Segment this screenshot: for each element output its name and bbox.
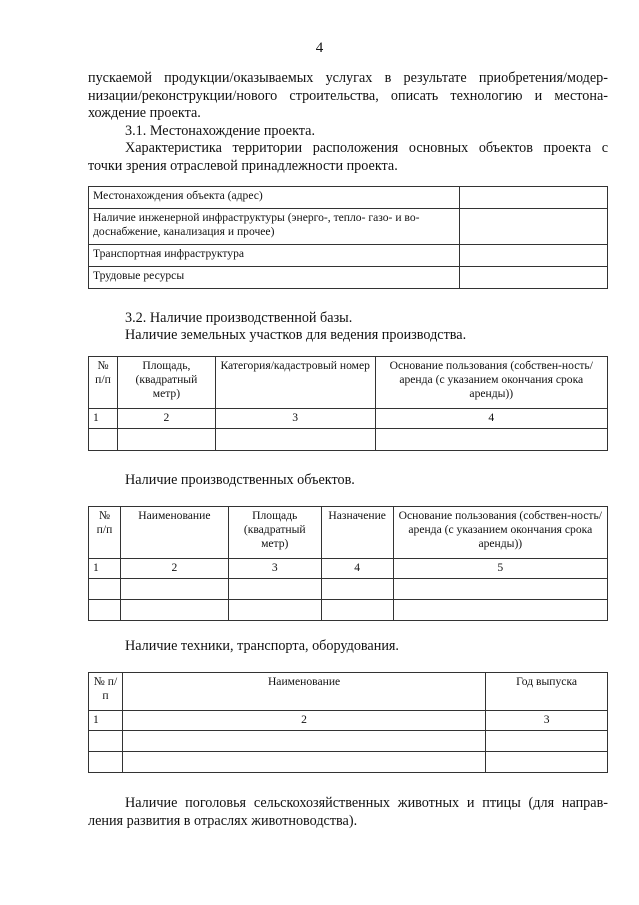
column-header: Наименование	[122, 673, 485, 711]
table-row	[89, 731, 608, 752]
column-header: Площадь (квадратный метр)	[228, 507, 321, 559]
column-number: 3	[215, 409, 375, 429]
table-cell-empty	[393, 600, 607, 621]
column-header: Категория/кадастровый номер	[215, 357, 375, 409]
table-row	[89, 711, 608, 731]
section-3-1-title: 3.1. Местонахождение проекта.	[125, 123, 316, 139]
section-3-2-title: 3.2. Наличие производственной базы.	[125, 310, 353, 326]
equipment-title: Наличие техники, транспорта, оборудования.	[125, 638, 399, 654]
column-header: Основание пользования (собствен-ность/аренда (с указанием окончания срока аренды))	[375, 357, 607, 409]
table-row	[89, 409, 608, 429]
column-number: 3	[228, 559, 321, 579]
table-cell-empty	[460, 209, 608, 245]
land-plots-title: Наличие земельных участков для ведения производства.	[125, 327, 467, 343]
column-number: 4	[321, 559, 393, 579]
table-cell: Транспортная инфраструктура	[89, 245, 460, 267]
livestock-line-2: ления развития в отраслях животноводства).	[88, 812, 358, 829]
table-cell-empty	[89, 429, 118, 451]
table-cell-empty	[120, 579, 228, 600]
table-cell-empty	[486, 752, 608, 773]
table-cell-empty	[460, 245, 608, 267]
intro-line-3: хождение проекта.	[88, 105, 201, 121]
table-cell: Местонахождения объекта (адрес)	[89, 187, 460, 209]
table-cell-empty	[89, 579, 121, 600]
table-cell: Трудовые ресурсы	[89, 267, 460, 289]
section-3-1-line-2: точки зрения отраслевой принадлежности проекта.	[88, 157, 398, 174]
column-number: 2	[117, 409, 215, 429]
table-cell-empty	[228, 600, 321, 621]
table-cell-empty	[321, 600, 393, 621]
column-number: 4	[375, 409, 607, 429]
livestock-paragraph	[88, 795, 608, 830]
table-row	[89, 579, 608, 600]
intro-paragraph	[88, 70, 608, 123]
column-number: 1	[89, 559, 121, 579]
table-cell-empty	[89, 731, 123, 752]
table-row	[89, 559, 608, 579]
table-cell-empty	[120, 600, 228, 621]
table-cell-empty	[89, 752, 123, 773]
table-row	[89, 429, 608, 451]
intro-line-1: пускаемой продукции/оказываемых услугах в результате приобретения/модер-	[88, 70, 608, 86]
table-cell-empty	[460, 267, 608, 289]
table-header-row	[89, 357, 608, 409]
column-header: Наименование	[120, 507, 228, 559]
table-row	[89, 752, 608, 773]
column-number: 2	[122, 711, 485, 731]
table-cell-empty	[486, 731, 608, 752]
column-header: Основание пользования (собствен-ность/аренда (с указанием окончания срока аренды))	[393, 507, 607, 559]
section-3-1-line-1: Характеристика территории расположения основных объектов проекта с	[125, 140, 608, 156]
table-row	[89, 267, 608, 289]
table-cell-empty	[122, 731, 485, 752]
production-objects-title: Наличие производственных объектов.	[125, 472, 355, 488]
column-header: № п/п	[89, 507, 121, 559]
infrastructure-table	[88, 186, 608, 289]
column-number: 2	[120, 559, 228, 579]
column-header: № п/п	[89, 357, 118, 409]
table-cell: Наличие инженерной инфраструктуры (энерго-, тепло- газо- и во-доснабжение, канализация и прочее)	[89, 209, 460, 245]
table-row	[89, 245, 608, 267]
column-number: 3	[486, 711, 608, 731]
table-cell-empty	[122, 752, 485, 773]
table-cell-empty	[321, 579, 393, 600]
table-header-row	[89, 673, 608, 711]
land-plots-table	[88, 356, 608, 451]
column-header: Площадь, (квадратный метр)	[117, 357, 215, 409]
table-cell-empty	[375, 429, 607, 451]
column-number: 1	[89, 711, 123, 731]
column-number: 1	[89, 409, 118, 429]
table-row	[89, 187, 608, 209]
table-header-row	[89, 507, 608, 559]
production-objects-table	[88, 506, 608, 621]
section-3-1-text	[88, 140, 608, 175]
livestock-line-1: Наличие поголовья сельскохозяйственных животных и птицы (для направ-	[125, 795, 608, 811]
column-header: Год выпуска	[486, 673, 608, 711]
table-cell-empty	[460, 187, 608, 209]
table-cell-empty	[215, 429, 375, 451]
page-number: 4	[315, 40, 324, 56]
equipment-table	[88, 672, 608, 773]
table-cell-empty	[117, 429, 215, 451]
column-header: Назначение	[321, 507, 393, 559]
table-row	[89, 600, 608, 621]
intro-line-2: низации/реконструкции/нового строительства, описать технологию и местона-	[88, 87, 608, 104]
table-cell-empty	[89, 600, 121, 621]
column-header: № п/п	[89, 673, 123, 711]
column-number: 5	[393, 559, 607, 579]
table-cell-empty	[393, 579, 607, 600]
table-row	[89, 209, 608, 245]
table-cell-empty	[228, 579, 321, 600]
